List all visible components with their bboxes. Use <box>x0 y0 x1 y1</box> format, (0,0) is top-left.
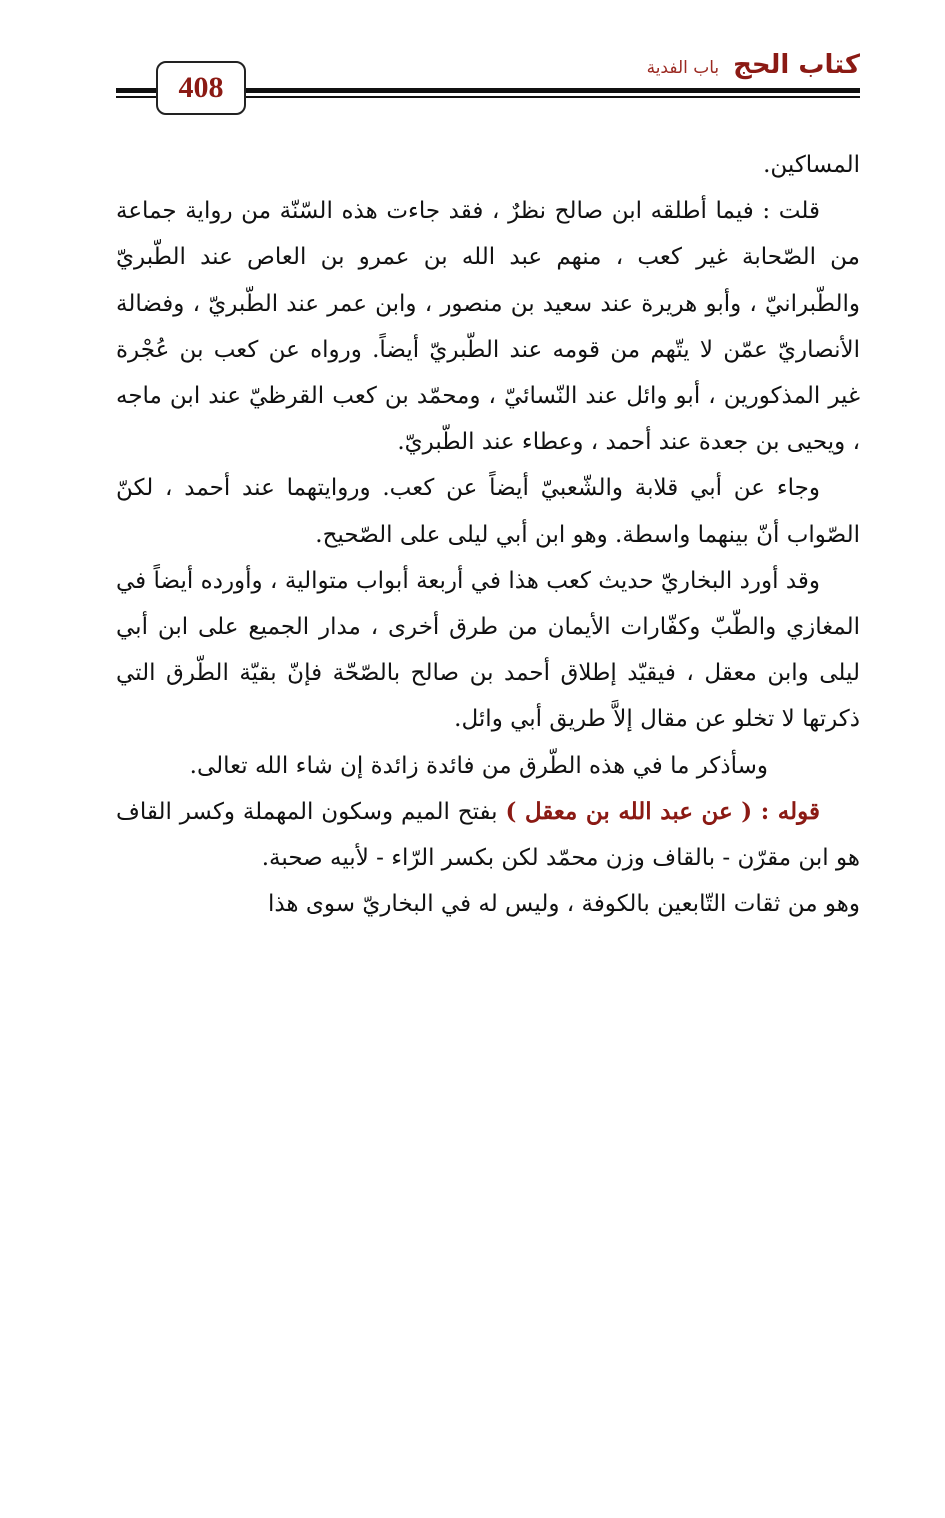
paragraph-commentary-5: وهو من ثقات التّابعين بالكوفة ، وليس له في البخاريّ سوى هذا <box>267 891 860 918</box>
paragraph-commentary-1: قلت : فيما أطلقه ابن صالح نظرٌ ، فقد جاءت هذه السّنّة من رواية جماعة من الصّحابة غير كعب ، منهم عبد الله بن عمرو بن العاص عند الطّبريّ والطّبرانيّ ، وأبو هريرة عند سعيد بن منصور ، وابن عمر عند الطّبريّ ، وفضالة الأنصاريّ عمّن لا يتّهم من قومه عند الطّبريّ أيضاً. ورواه عن كعب بن عُجْرة غير المذكورين ، أبو وائل عند النّسائيّ ، ومحمّد بن كعب القرظيّ عند ابن ماجه ، ويحيى بن جعدة عند أحمد ، وعطاء عند الطّبريّ. <box>116 198 860 456</box>
page-number: 408 <box>178 71 224 104</box>
chapter-title: باب الفدية <box>646 58 720 78</box>
paragraph-commentary-2: وجاء عن أبي قلابة والشّعبيّ أيضاً عن كعب. وروايتهما عند أحمد ، لكنّ الصّواب أنّ بينهما واسطة. وهو ابن أبي ليلى على الصّحيح. <box>116 475 860 548</box>
paragraph-continuation: المساكين. <box>763 152 860 178</box>
paragraph-quote <box>116 789 860 881</box>
quote-explanation: بفتح الميم وسكون المهملة وكسر القاف هو ابن مقرّن - بالقاف وزن محمّد لكن بكسر الرّاء - لأبيه صحبة. <box>116 798 860 872</box>
page-header <box>0 0 945 130</box>
page-number-box <box>156 61 246 115</box>
quoted-text: قوله : ( عن عبد الله بن معقل ) <box>505 797 820 825</box>
paragraph-commentary-4: وسأذكر ما في هذه الطّرق من فائدة زائدة إن شاء الله تعالى. <box>189 752 768 779</box>
paragraph-commentary-3: وقد أورد البخاريّ حديث كعب هذا في أربعة أبواب متوالية ، وأورده أيضاً في المغازي والطّبّ وكفّارات الأيمان من طرق أخرى ، مدار الجميع على ابن أبي ليلى وابن معقل ، فيقيّد إطلاق أحمد بن صالح بالصّحّة فإنّ بقيّة الطّرق التي ذكرتها لا تخلو عن مقال إلاَّ طريق أبي وائل. <box>116 567 860 733</box>
page-body <box>116 142 860 927</box>
running-head <box>647 50 860 80</box>
book-title: كتاب الحج <box>733 50 860 80</box>
